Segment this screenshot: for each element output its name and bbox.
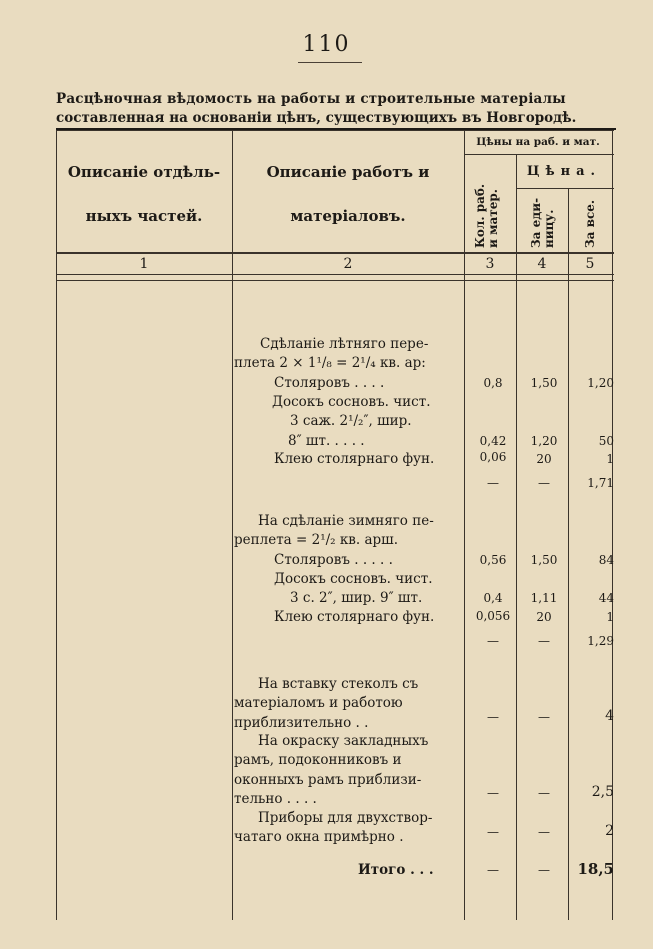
row-13-quantity: — — [487, 863, 499, 877]
row-12-quantity: — — [487, 825, 499, 839]
table-row: Досокъ сосновъ. чист. 3 с. 2″, шир. 9″ шт. — [274, 571, 433, 607]
table-row: Клею столярнаго фун. — [274, 609, 435, 625]
row-11-total: 2,5 — [591, 784, 614, 800]
table-row: Сдѣланіе лѣтняго пере- плета 2 × 1¹/₈ = 2¹/₄ кв. ар: — [234, 336, 429, 372]
row-7-quantity: 0,4 — [483, 591, 503, 605]
row-4-quantity: — — [487, 476, 499, 490]
row-11-unit-price: — — [538, 786, 550, 800]
header-bottom-rule — [56, 252, 614, 254]
header-price: Цѣна. — [526, 164, 602, 179]
table-border-left — [56, 130, 57, 920]
row-1-total: 1,20 — [587, 376, 614, 390]
row-11-quantity: — — [487, 786, 499, 800]
row-13-unit-price: — — [538, 863, 550, 877]
column-numbers-rule-2 — [56, 280, 614, 281]
row-3-unit-price: 20 — [536, 452, 552, 466]
header-col3: Кол. раб. и матер. — [473, 183, 500, 248]
table-rule-col1 — [232, 130, 233, 920]
table-row: Клею столярнаго фун. — [274, 451, 435, 467]
column-numbers-rule — [56, 274, 614, 275]
table-row: Столяровъ . . . . . — [274, 552, 393, 568]
table-row: Досокъ сосновъ. чист. 3 саж. 2¹/₂″, шир. 8″ шт. . . . . — [272, 394, 431, 449]
column-number-3: 3 — [485, 256, 495, 272]
table-border-right — [612, 130, 613, 920]
table-row: На окраску закладныхъ рамъ, подоконниковъ и оконныхъ рамъ приблизи- тельно . . . . — [234, 733, 429, 807]
column-number-5: 5 — [585, 256, 595, 272]
heading-line-1: Расцѣночная вѣдомость на работы и строительные матеріалы — [56, 91, 566, 107]
row-10-unit-price: — — [538, 710, 550, 724]
header-prices-group: Цѣны на раб. и мат. — [476, 136, 600, 148]
header-col1: Описаніе отдѣль- ныхъ частей. — [67, 163, 221, 225]
column-number-4: 4 — [537, 256, 547, 272]
heading-line-2: составленная на основаніи цѣнъ, существующихъ въ Новгородѣ. — [56, 110, 577, 126]
row-7-unit-price: 1,11 — [530, 591, 558, 605]
row-8-quantity: 0,056 — [475, 609, 511, 623]
row-8-total: 1 — [606, 610, 614, 624]
column-number-2: 2 — [343, 256, 353, 272]
heading — [56, 90, 620, 128]
row-10-quantity: — — [487, 710, 499, 724]
row-9-unit-price: — — [538, 634, 550, 648]
row-12-total: 2 — [605, 823, 614, 839]
table-top-rule — [56, 130, 614, 131]
row-10-total: 4 — [605, 708, 614, 724]
table-row: На вставку стеколъ съ матеріаломъ и работою приблизительно . . — [234, 676, 419, 731]
row-1-quantity: 0,8 — [483, 376, 503, 390]
row-2-quantity: 0,42 — [479, 434, 507, 448]
row-13-grand-total: 18,5 — [577, 860, 614, 878]
header-col4: За еди- ницу. — [529, 197, 556, 248]
row-4-subtotal: 1,71 — [587, 476, 614, 490]
row-3-total: 1 — [606, 452, 614, 466]
table-row: На сдѣланіе зимняго пе- реплета = 2¹/₂ кв. арш. — [234, 513, 434, 549]
row-6-total: 84 — [598, 553, 614, 567]
row-2-total: 50 — [598, 434, 614, 448]
price-table — [56, 130, 614, 920]
row-3-quantity: 0,06 — [479, 450, 507, 464]
table-row: Приборы для двухствор- чатаго окна примѣрно . — [234, 810, 433, 846]
row-7-total: 44 — [598, 591, 614, 605]
row-6-quantity: 0,56 — [479, 553, 507, 567]
row-12-unit-price: — — [538, 825, 550, 839]
row-1-unit-price: 1,50 — [530, 376, 558, 390]
row-4-unit-price: — — [538, 476, 550, 490]
page-number-rule — [298, 62, 362, 63]
row-8-unit-price: 20 — [536, 610, 552, 624]
table-row: Столяровъ . . . . — [274, 375, 385, 391]
row-9-quantity: — — [487, 634, 499, 648]
row-9-subtotal: 1,29 — [587, 634, 614, 648]
row-6-unit-price: 1,50 — [530, 553, 558, 567]
table-row-total: Итого . . . — [358, 862, 434, 878]
row-2-unit-price: 1,20 — [530, 434, 558, 448]
page-number: 110 — [302, 32, 351, 57]
price-subgroup-rule — [516, 188, 614, 189]
prices-group-rule — [464, 154, 614, 155]
column-number-1: 1 — [139, 256, 149, 272]
header-col5: За все. — [583, 199, 597, 248]
header-col2: Описаніе работъ и матеріаловъ. — [266, 163, 430, 225]
